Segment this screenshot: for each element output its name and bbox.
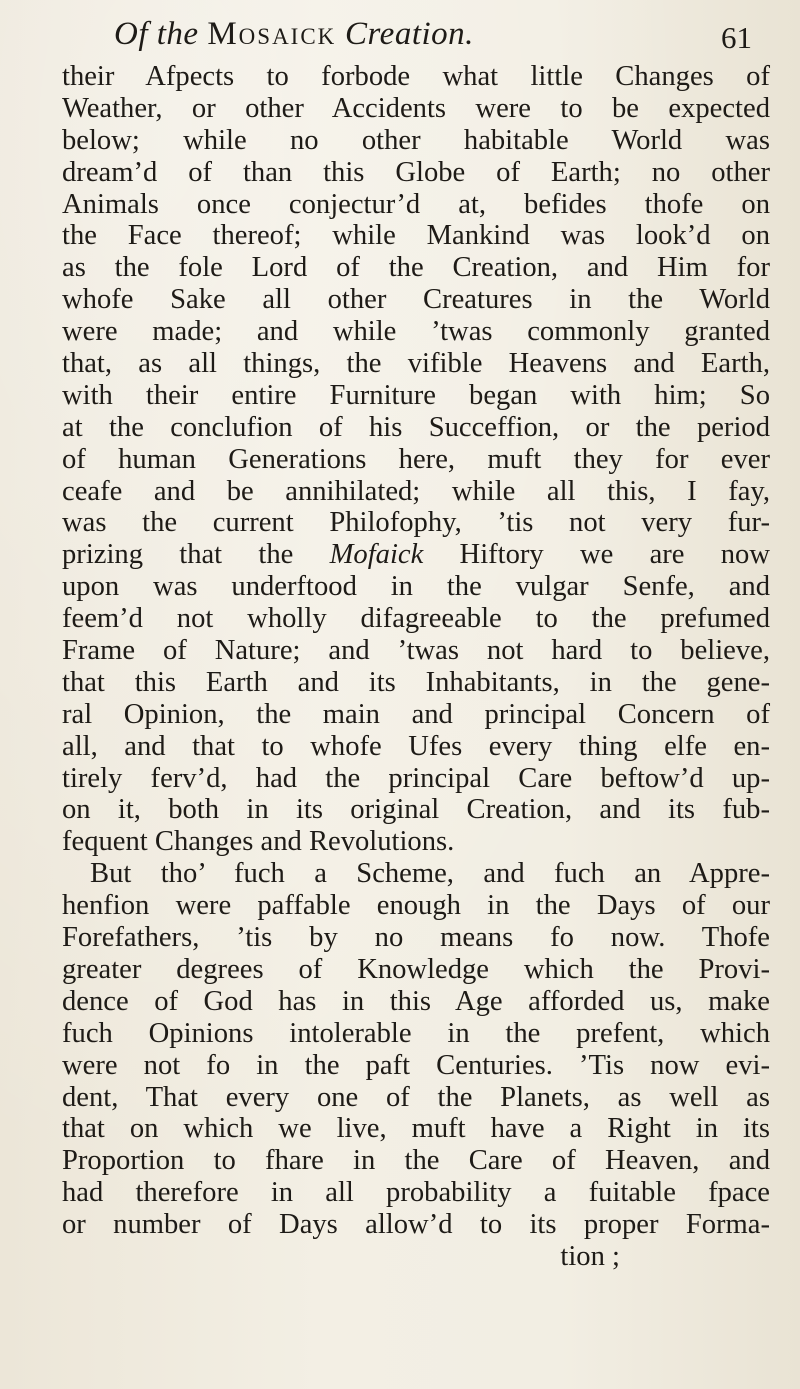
text-line: But tho’ fuch a Scheme, and fuch an Appre-: [90, 858, 770, 890]
running-head-of: Of: [114, 16, 148, 52]
text-line: ceafe and be annihilated; while all this, I fay,: [62, 475, 770, 507]
running-head-creation: Creation.: [345, 16, 474, 52]
text-line: upon was underftood in the vulgar Senfe, and: [62, 571, 770, 603]
text-line: Proportion to fhare in the Care of Heaven, and: [62, 1145, 770, 1177]
text-segment: prizing that the: [62, 539, 330, 571]
text-line: Forefathers, ’tis by no means fo now. Thofe: [62, 922, 770, 954]
catchword-line: tion ;: [560, 1240, 620, 1272]
page-number: 61: [721, 20, 752, 55]
text-line: had therefore in all probability a fuitable fpace: [62, 1177, 770, 1209]
text-line: Weather, or other Accidents were to be expected: [62, 92, 770, 124]
text-line: at the conclufion of his Succeffion, or the period: [62, 411, 770, 443]
text-line: their Afpects to forbode what little Changes of: [62, 61, 770, 92]
text-line: all, and that to whofe Ufes every thing elfe en-: [62, 730, 770, 762]
text-line: that this Earth and its Inhabitants, in the gene-: [62, 666, 770, 698]
running-head-mosaick: Mosaick: [207, 16, 337, 52]
text-line: below; while no other habitable World was: [62, 124, 770, 156]
text-line: or number of Days allow’d to its proper Forma-: [62, 1209, 770, 1241]
text-segment-italic: Mofaick: [329, 539, 424, 571]
text-line: were made; and while ’twas commonly granted: [62, 316, 770, 348]
text-line: tirely ferv’d, had the principal Care beftow’d up-: [62, 762, 770, 794]
text-line: feem’d not wholly difagreeable to the prefumed: [62, 603, 770, 635]
text-line: Frame of Nature; and ’twas not hard to believe,: [62, 635, 770, 667]
text-line: dence of God has in this Age afforded us, make: [62, 985, 770, 1017]
text-line: that on which we live, muft have a Right in its: [62, 1113, 770, 1145]
text-line: dream’d of than this Globe of Earth; no other: [62, 156, 770, 188]
text-line: with their entire Furniture began with him; So: [62, 379, 770, 411]
text-line: greater degrees of Knowledge which the Provi-: [62, 953, 770, 985]
text-line: of human Generations here, muft they for ever: [62, 443, 770, 475]
text-line: henfion were paffable enough in the Days of our: [62, 890, 770, 922]
text-segment: Hiftory we are now: [423, 539, 770, 571]
text-line: Animals once conjectur’d at, befides thofe on: [62, 188, 770, 220]
text-line: fequent Changes and Revolutions.: [62, 826, 455, 858]
text-line: on it, both in its original Creation, and its fub-: [62, 794, 770, 826]
running-head: [114, 18, 474, 51]
text-line-mixed: [62, 539, 770, 571]
text-line: the Face thereof; while Mankind was look’d on: [62, 220, 770, 252]
text-line: whofe Sake all other Creatures in the World: [62, 284, 770, 316]
text-line: as the fole Lord of the Creation, and Him for: [62, 252, 770, 284]
text-line: that, as all things, the vifible Heavens and Earth,: [62, 348, 770, 380]
text-line: fuch Opinions intolerable in the prefent, which: [62, 1017, 770, 1049]
running-head-the: the: [156, 16, 199, 52]
text-line: was the current Philofophy, ’tis not very fur-: [62, 507, 770, 539]
text-line: were not fo in the paft Centuries. ’Tis now evi-: [62, 1049, 770, 1081]
body-text: [62, 61, 770, 1273]
text-line: ral Opinion, the main and principal Concern of: [62, 698, 770, 730]
text-line: dent, That every one of the Planets, as well as: [62, 1081, 770, 1113]
